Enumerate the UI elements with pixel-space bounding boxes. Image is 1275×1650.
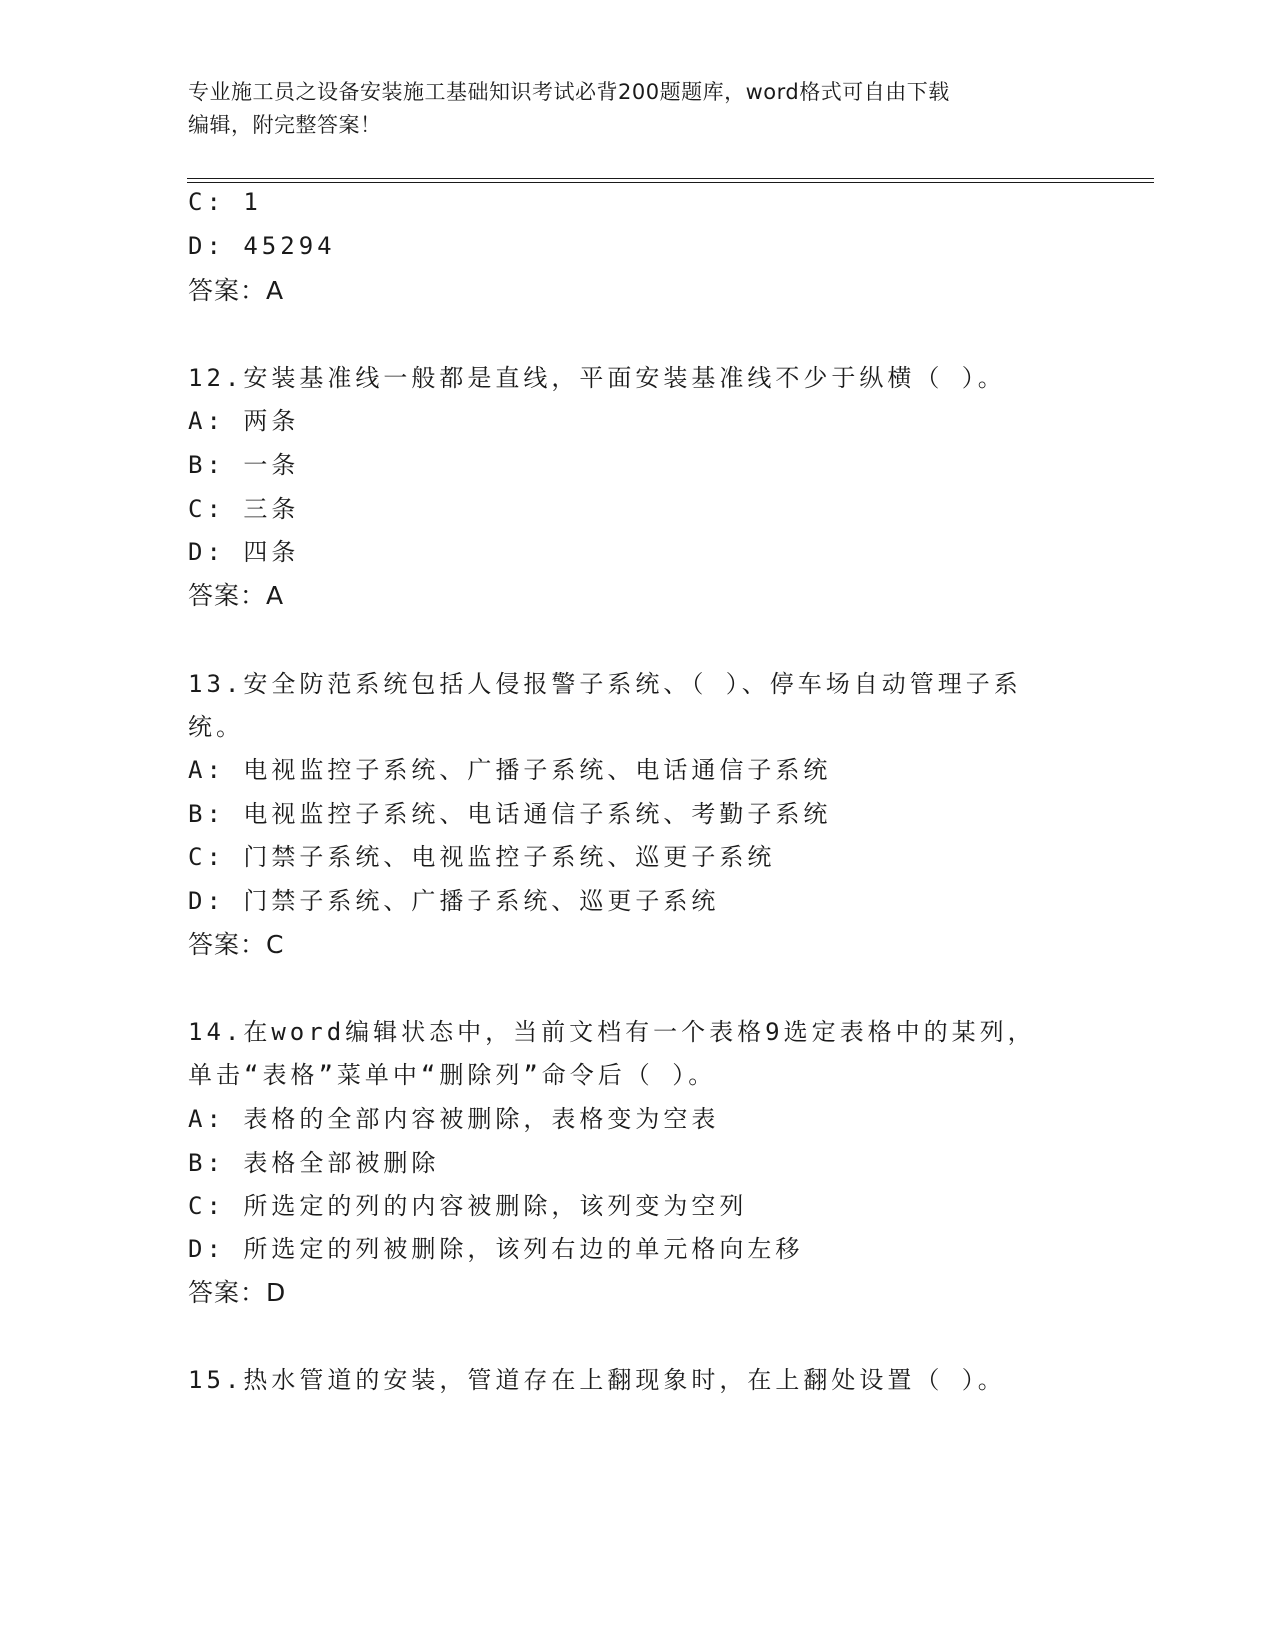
q13-answer: 答案：C — [188, 930, 285, 959]
prev-option-d: D: 45294 — [188, 232, 336, 260]
q12-option-c: C: 三条 — [188, 495, 300, 523]
q14-option-c: C: 所选定的列的内容被删除，该列变为空列 — [188, 1192, 748, 1220]
q14-stem-line-1: 14.在word编辑状态中，当前文档有一个表格9选定表格中的某列， — [188, 1018, 1036, 1046]
header-divider-top — [187, 178, 1154, 179]
document-header — [188, 76, 1088, 142]
prev-answer: 答案：A — [188, 276, 285, 305]
q13-option-c: C: 门禁子系统、电视监控子系统、巡更子系统 — [188, 843, 776, 871]
q14-option-a: A: 表格的全部内容被删除，表格变为空表 — [188, 1105, 720, 1133]
header-title-line-1: 专业施工员之设备安装施工基础知识考试必背200题题库，word格式可自由下载 — [188, 80, 950, 104]
q13-option-d: D: 门禁子系统、广播子系统、巡更子系统 — [188, 887, 720, 915]
q14-option-b: B: 表格全部被删除 — [188, 1149, 440, 1177]
q12-option-a: A: 两条 — [188, 407, 300, 435]
q14-option-d: D: 所选定的列被删除，该列右边的单元格向左移 — [188, 1235, 804, 1263]
q13-stem-line-1: 13.安全防范系统包括人侵报警子系统、（ ）、停车场自动管理子系 — [188, 670, 1022, 698]
q12-option-b: B: 一条 — [188, 451, 300, 479]
header-divider-bottom — [187, 182, 1154, 183]
q14-answer: 答案：D — [188, 1278, 287, 1307]
q12-stem: 12.安装基准线一般都是直线，平面安装基准线不少于纵横（ ）。 — [188, 364, 1006, 392]
q12-option-d: D: 四条 — [188, 538, 300, 566]
q14-stem-line-2: 单击“表格”菜单中“删除列”命令后（ ）。 — [188, 1061, 717, 1089]
prev-option-c: C: 1 — [188, 188, 262, 216]
q13-stem-line-2: 统。 — [188, 713, 244, 741]
q13-option-a: A: 电视监控子系统、广播子系统、电话通信子系统 — [188, 756, 832, 784]
header-title-line-2: 编辑，附完整答案！ — [188, 113, 382, 137]
q13-option-b: B: 电视监控子系统、电话通信子系统、考勤子系统 — [188, 800, 832, 828]
q12-answer: 答案：A — [188, 581, 285, 610]
q15-stem: 15.热水管道的安装，管道存在上翻现象时，在上翻处设置（ ）。 — [188, 1366, 1006, 1394]
